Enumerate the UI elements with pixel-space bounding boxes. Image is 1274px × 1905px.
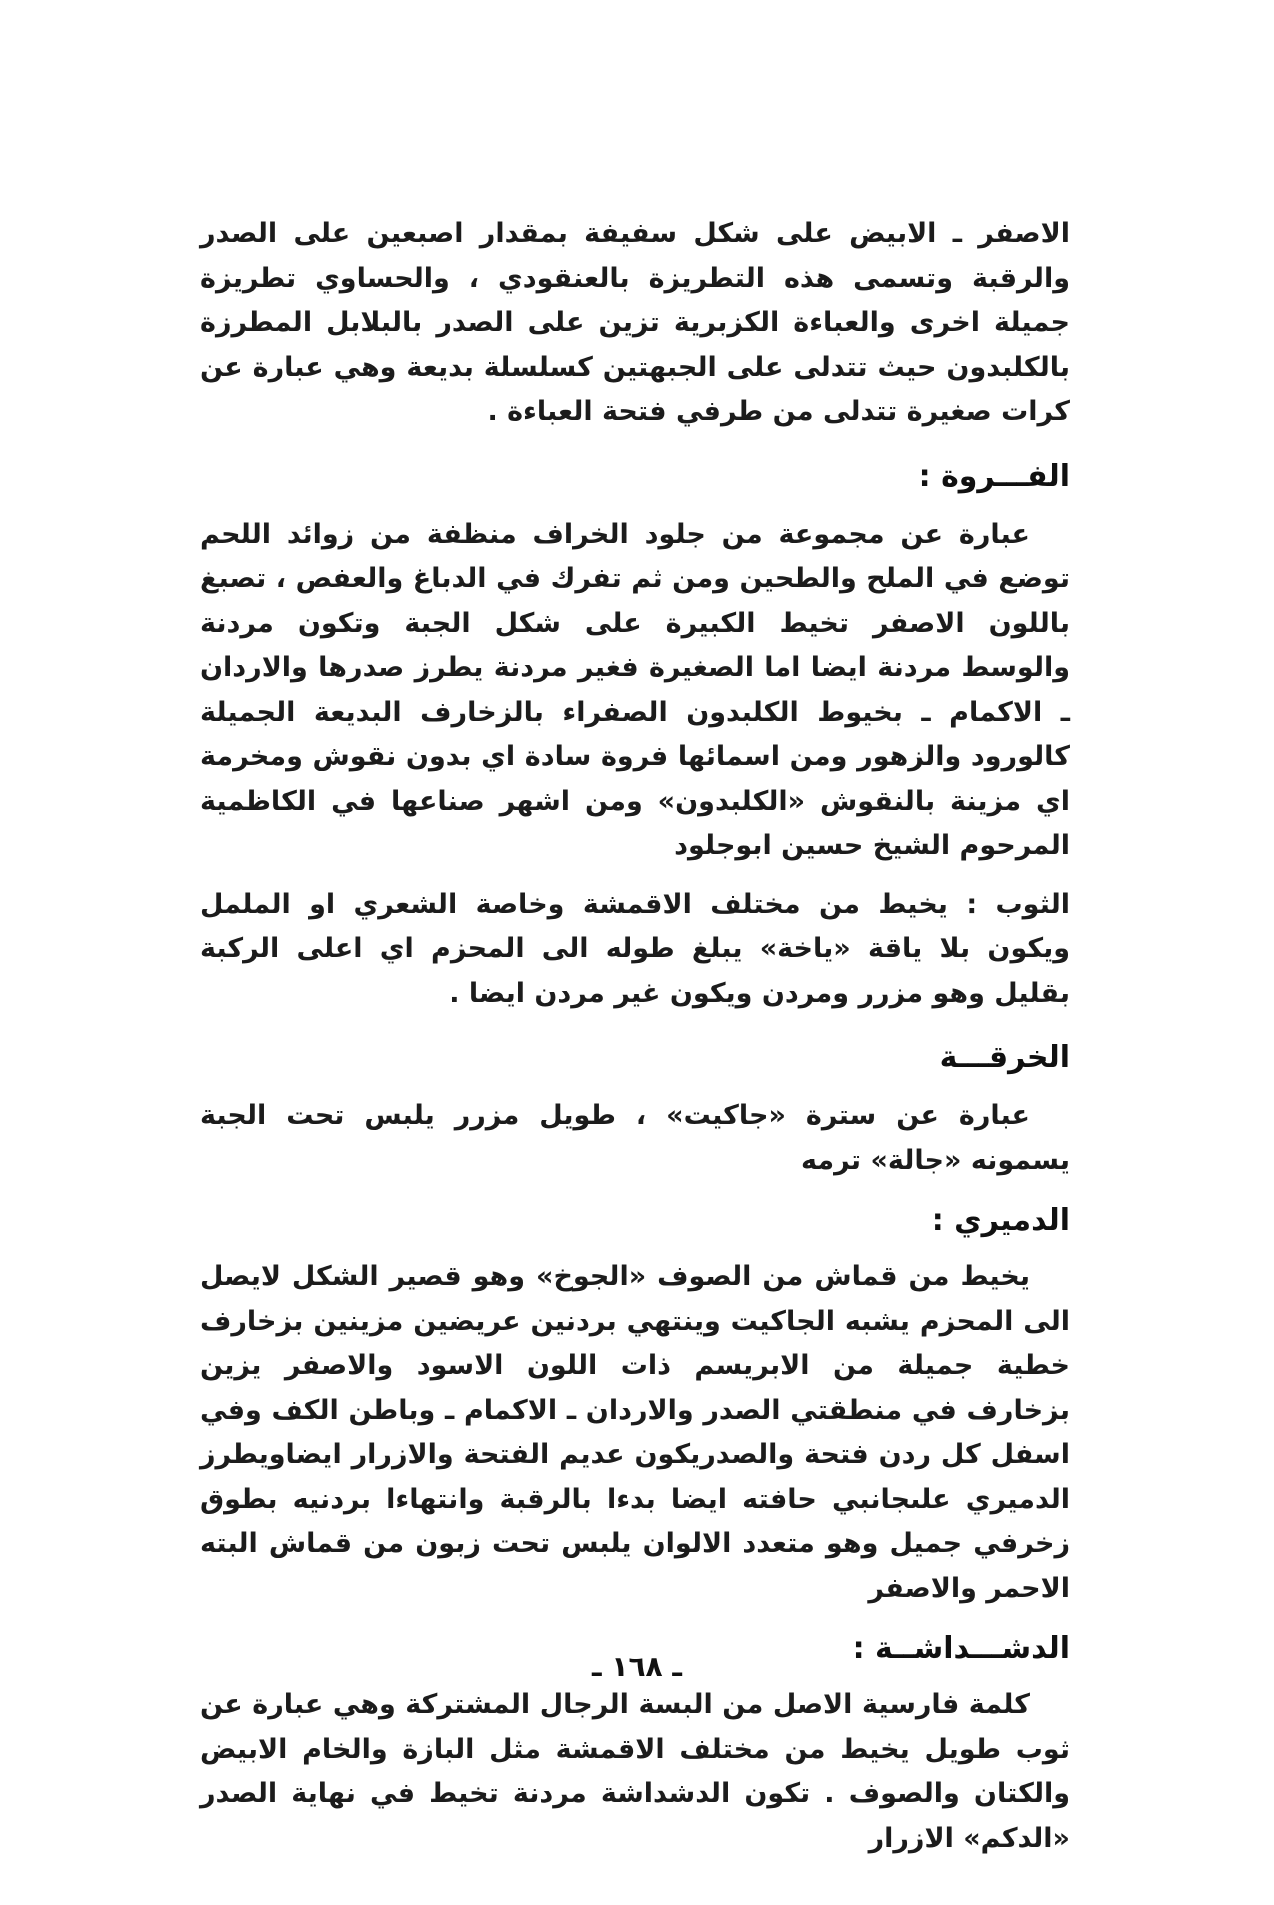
paragraph-thawb: الثوب : يخيط من مختلف الاقمشة وخاصة الشعري او الململ ويكون بلا ياقة «ياخة» يبلغ طوله الى المحزم اي اعلى الركبة بقليل وهو مزرر ومردن ويكون غير مردن ايضا . [200,888,1070,1009]
heading-dumairi: الدميري : [931,1203,1070,1238]
page-number: ـ ١٦٨ ـ [592,1650,682,1683]
paragraph-dumairi: يخيط من قماش من الصوف «الجوخ» وهو قصير الشكل لايصل الى المحزم يشبه الجاكيت وينتهي بردنين عريضين مزينين بزخارف خطية جميلة من الابريسم ذات اللون الاسود والاصفر يزين بزخارف في منطقتي الصدر والاردان ـ الاكمام ـ وباطن الكف وفي اسفل كل ردن فتحة والصدريكون عديم الفتحة والازرار ايضاويطرز الدميري علىجانبي حافته ايضا بدءا بالرقبة وانتهاءا بردنيه بطوق زخرفي جميل وهو متعدد الالوان يلبس تحت زبون من قماش البته الاحمر والاصفر [200,1261,1070,1604]
body-text [200,212,1070,1875]
paragraph-khirqa: عبارة عن سترة «جاكيت» ، طويل مزرر يلبس تحت الجبة يسمونه «جالة» ترمه [200,1100,1070,1176]
heading-dishdasha: الدشـــداشــة : [852,1631,1070,1666]
paragraph-dishdasha: كلمة فارسية الاصل من البسة الرجال المشتركة وهي عبارة عن ثوب طويل يخيط من مختلف الاقمشة مثل البازة والخام الابيض والكتان والصوف . تكون الدشداشة مردنة تخيط في نهاية الصدر «الدكم» الازرار [200,1689,1070,1854]
heading-khirqa: الخرقـــة [939,1040,1070,1075]
paragraph-farwa: عبارة عن مجموعة من جلود الخراف منظفة من زوائد اللحم توضع في الملح والطحين ومن ثم تفرك في الدباغ والعفص ، تصبغ باللون الاصفر تخيط الكبيرة على شكل الجبة وتكون مردنة والوسط مردنة ايضا اما الصغيرة فغير مردنة يطرز صدرها والاردان ـ الاكمام ـ بخيوط الكلبدون الصفراء بالزخارف البديعة الجميلة كالورود والزهور ومن اسمائها فروة سادة اي بدون نقوش ومخرمة اي مزينة بالنقوش «الكلبدون» ومن اشهر صناعها في الكاظمية المرحوم الشيخ حسين ابوجلود [200,518,1070,861]
paragraph-intro: الاصفر ـ الابيض على شكل سفيفة بمقدار اصبعين على الصدر والرقبة وتسمى هذه التطريزة بالعنقودي ، والحساوي تطريزة جميلة اخرى والعباءة الكزبرية تزين على الصدر بالبلابل المطرزة بالكلبدون حيث تتدلى على الجبهتين كسلسلة بديعة وهي عبارة عن كرات صغيرة تتدلى من طرفي فتحة العباءة . [200,218,1070,427]
heading-farwa: الفـــروة : [918,458,1070,494]
